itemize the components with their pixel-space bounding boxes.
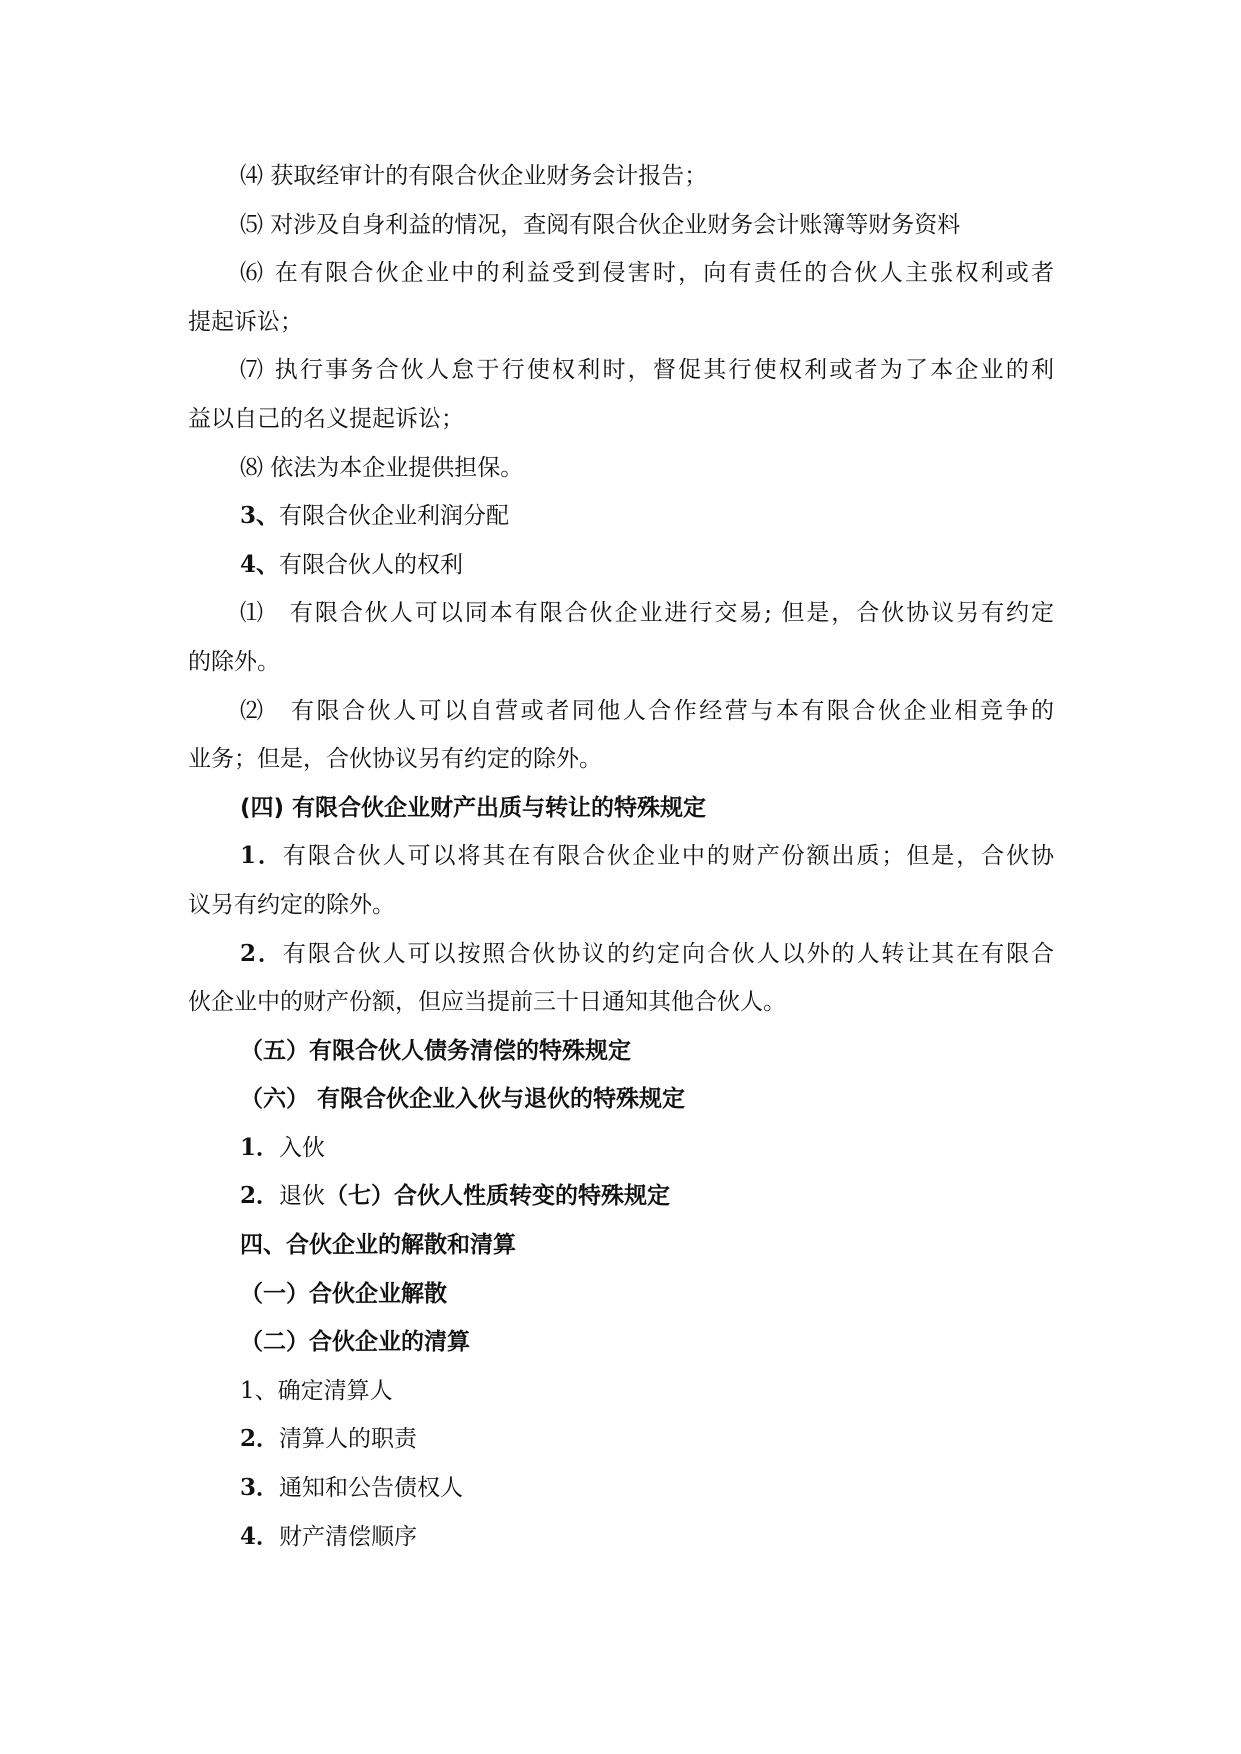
item-text: 有限合伙人可以将其在有限合伙企业中的财产份额出质；但是，合伙协 <box>282 843 1055 870</box>
paragraph: 业务；但是，合伙协议另有约定的除外。 <box>188 746 602 773</box>
paragraph: 提起诉讼； <box>188 308 303 335</box>
item-text: 入伙 <box>279 1134 326 1161</box>
paragraph: ⑷ 获取经审计的有限合伙企业财务会计报告； <box>240 163 708 189</box>
item-number: 2． <box>240 1425 280 1453</box>
list-item <box>188 1513 1054 1562</box>
list-item: 1、确定清算人 <box>240 1377 393 1404</box>
item-text: 通知和公告债权人 <box>279 1475 464 1502</box>
item-number: 1． <box>240 842 283 870</box>
item-number: 1． <box>240 1133 280 1161</box>
paragraph: ⑺ 执行事务合伙人怠于行使权利时，督促其行使权利或者为了本企业的利 <box>240 357 1054 384</box>
item-number: 2． <box>240 1182 280 1210</box>
paragraph: 的除外。 <box>188 648 280 675</box>
paragraph: 伙企业中的财产份额，但应当提前三十日通知其他合伙人。 <box>188 989 786 1016</box>
paragraph: ⑸ 对涉及自身利益的情况，查阅有限合伙企业财务会计账簿等财务资料 <box>240 211 961 238</box>
section-heading <box>188 492 1054 541</box>
section-heading-inline: （七）合伙人性质转变的特殊规定 <box>325 1183 671 1210</box>
paragraph: 益以自己的名义提起诉讼； <box>188 405 464 432</box>
item-number: 2． <box>240 939 283 967</box>
paragraph: ⑵ 有限合伙人可以自营或者同他人合作经营与本有限合伙企业相竞争的 <box>240 697 1054 724</box>
paragraph: ⑴ 有限合伙人可以同本有限合伙企业进行交易; 但是，合伙协议另有约定 <box>240 600 1054 627</box>
section-heading: （二）合伙企业的清算 <box>240 1329 470 1356</box>
paragraph <box>188 930 1054 979</box>
list-item <box>188 1124 1054 1173</box>
paragraph: ⑹ 在有限合伙企业中的利益受到侵害时，向有责任的合伙人主张权利或者 <box>240 260 1054 287</box>
item-number: 4、 <box>240 550 280 578</box>
item-text: 退伙 <box>279 1183 326 1210</box>
item-text: 清算人的职责 <box>279 1426 418 1453</box>
section-heading <box>188 541 1054 590</box>
item-text: 财产清偿顺序 <box>279 1523 418 1550</box>
list-item <box>188 1415 1054 1464</box>
paragraph: ⑻ 依法为本企业提供担保。 <box>240 454 524 481</box>
item-text: 有限合伙人的权利 <box>279 551 464 578</box>
list-item <box>188 1464 1054 1513</box>
section-heading: 四、合伙企业的解散和清算 <box>240 1232 516 1259</box>
section-heading: (四) 有限合伙企业财产出质与转让的特殊规定 <box>240 794 707 821</box>
paragraph <box>188 832 1054 881</box>
item-number: 4． <box>240 1522 280 1550</box>
item-text: 有限合伙人可以按照合伙协议的约定向合伙人以外的人转让其在有限合 <box>282 940 1055 967</box>
item-text: 有限合伙企业利润分配 <box>279 503 510 530</box>
section-heading: （一）合伙企业解散 <box>240 1280 447 1307</box>
item-number: 3、 <box>240 502 280 530</box>
item-number: 3． <box>240 1474 280 1502</box>
document-page <box>188 152 1054 1561</box>
section-heading: （五）有限合伙人债务清偿的特殊规定 <box>240 1037 631 1064</box>
paragraph: 议另有约定的除外。 <box>188 891 395 918</box>
section-heading: （六） 有限合伙企业入伙与退伙的特殊规定 <box>240 1086 686 1113</box>
list-item <box>188 1172 1054 1221</box>
